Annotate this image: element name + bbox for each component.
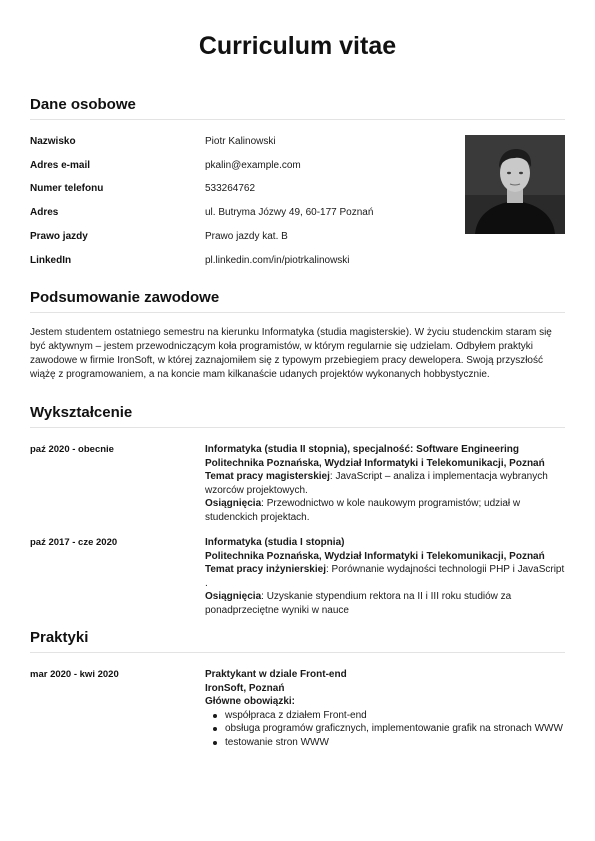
education-thesis-text: : Porównanie wydajności technologii PHP i JavaScript . xyxy=(205,564,565,589)
education-achievements xyxy=(205,590,567,617)
internship-duties-label: Główne obowiązki: xyxy=(205,696,296,707)
education-thesis-label: Temat pracy magisterskiej xyxy=(205,471,330,482)
personal-value-license: Prawo jazdy kat. B xyxy=(205,231,288,242)
section-divider xyxy=(30,312,565,313)
education-achievements-label: Osiągnięcia xyxy=(205,498,262,509)
person-portrait-icon xyxy=(465,135,565,234)
section-divider xyxy=(30,652,565,653)
education-thesis-text: : JavaScript – analiza i implementacja wybranych wzorców projektowych. xyxy=(205,471,548,496)
personal-value-name: Piotr Kalinowski xyxy=(205,136,276,147)
internship-duties-list xyxy=(205,709,567,750)
education-degree: Informatyka (studia II stopnia), specjalność: Software Engineering xyxy=(205,444,519,455)
personal-label-email: Adres e-mail xyxy=(30,160,91,171)
personal-label-name: Nazwisko xyxy=(30,136,76,147)
profile-photo xyxy=(465,135,565,234)
education-date: paź 2017 - cze 2020 xyxy=(30,537,118,548)
personal-value-phone: 533264762 xyxy=(205,183,256,194)
internship-date: mar 2020 - kwi 2020 xyxy=(30,669,119,680)
education-degree: Informatyka (studia I stopnia) xyxy=(205,537,345,548)
personal-value-address: ul. Butryma Józwy 49, 60-177 Poznań xyxy=(205,207,374,218)
personal-label-address: Adres xyxy=(30,207,59,218)
summary-text: Jestem studentem ostatniego semestru na kierunku Informatyka (studia magisterskie). W życiu studenckim staram się być aktywnym – jestem przewodniczącym koła programistów, w którym regularnie się udzielam. Odbyłem praktyki zawodowe w firmie IronSoft, w której zaznajomiłem się z typowym przebiegiem pracy dewelopera. Swoją przyszłość wiążę z programowaniem, a na koncie mam kilkanaście udanych projektów wykonanych hobbystycznie. xyxy=(30,327,552,380)
personal-label-linkedin: LinkedIn xyxy=(30,255,72,266)
list-item: współpraca z działem Front-end xyxy=(205,709,567,723)
internship-position: Praktykant w dziale Front-end xyxy=(205,669,347,680)
education-achievements-text: : Uzyskanie stypendium rektora na II i III roku studiów za ponadprzeciętne wyniki w nauce xyxy=(205,591,512,616)
summary-section-heading: Podsumowanie zawodowe xyxy=(30,289,220,306)
education-date: paź 2020 - obecnie xyxy=(30,444,114,455)
education-entry xyxy=(205,443,567,524)
internships-section-heading: Praktyki xyxy=(30,629,89,646)
education-achievements-label: Osiągnięcia xyxy=(205,591,262,602)
education-section-heading: Wykształcenie xyxy=(30,404,133,421)
personal-value-email[interactable]: pkalin@example.com xyxy=(205,160,301,171)
list-item: obsługa programów graficznych, implementowanie grafik na stronach WWW xyxy=(205,722,567,736)
personal-value-linkedin[interactable]: pl.linkedin.com/in/piotrkalinowski xyxy=(205,255,350,266)
education-thesis xyxy=(205,470,567,497)
section-divider xyxy=(30,427,565,428)
education-achievements xyxy=(205,497,567,524)
personal-section-heading: Dane osobowe xyxy=(30,96,136,113)
document-title: Curriculum vitae xyxy=(198,32,397,60)
personal-label-phone: Numer telefonu xyxy=(30,183,104,194)
education-thesis xyxy=(205,563,567,590)
education-school: Politechnika Poznańska, Wydział Informatyki i Telekomunikacji, Poznań xyxy=(205,550,545,562)
internship-company: IronSoft, Poznań xyxy=(205,682,285,694)
personal-label-license: Prawo jazdy xyxy=(30,231,88,242)
education-school: Politechnika Poznańska, Wydział Informatyki i Telekomunikacji, Poznań xyxy=(205,457,545,469)
education-entry xyxy=(205,536,567,617)
list-item: testowanie stron WWW xyxy=(205,736,567,750)
education-achievements-text: : Przewodnictwo w kole naukowym programistów; udział w studenckich projektach. xyxy=(205,498,521,523)
internship-entry xyxy=(205,668,567,749)
section-divider xyxy=(30,119,565,120)
education-thesis-label: Temat pracy inżynierskiej xyxy=(205,564,326,575)
